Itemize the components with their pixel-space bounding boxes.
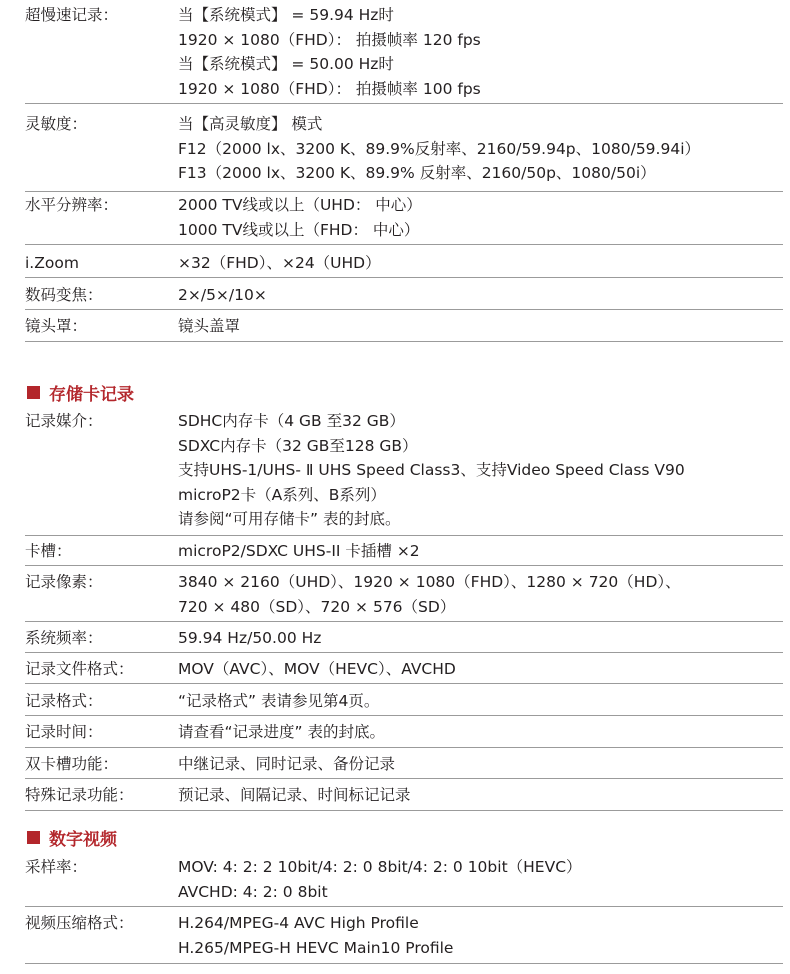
spec-row-digital-zoom xyxy=(25,283,783,310)
spec-row-recording-pixels xyxy=(25,570,783,622)
spec-value: 请参阅“可用存储卡” 表的封底。 xyxy=(178,510,401,528)
spec-value: 2000 TV线或以上（UHD： 中心） xyxy=(178,196,422,214)
spec-value: SDHC内存卡（4 GB 至32 GB） xyxy=(178,412,405,430)
spec-values xyxy=(178,283,267,308)
spec-value: 720 × 480（SD）、720 × 576（SD） xyxy=(178,597,456,616)
spec-label: 镜头罩： xyxy=(25,317,88,335)
spec-value: “记录格式” 表请参见第4页。 xyxy=(178,692,380,710)
spec-label: 特殊记录功能： xyxy=(25,786,134,804)
spec-values xyxy=(178,657,456,682)
spec-values xyxy=(178,720,385,745)
spec-value: 支持UHS-1/UHS- Ⅱ UHS Speed Class3、支持Video Speed Class V90 xyxy=(178,461,685,479)
spec-value: SDXC内存卡（32 GB至128 GB） xyxy=(178,436,418,455)
spec-value: H.265/MPEG-H HEVC Main10 Profile xyxy=(178,938,454,957)
spec-value: 预记录、间隔记录、时间标记记录 xyxy=(178,786,411,804)
spec-row-recording-media xyxy=(25,409,783,536)
spec-value: AVCHD: 4: 2: 0 8bit xyxy=(178,882,328,901)
spec-label: 数码变焦： xyxy=(25,286,103,304)
spec-value: 当【高灵敏度】 模式 xyxy=(178,115,323,133)
spec-row-system-frequency xyxy=(25,626,783,653)
spec-row-dual-slot xyxy=(25,752,783,779)
spec-row-lens-hood xyxy=(25,314,783,342)
spec-value: 请查看“记录进度” 表的封底。 xyxy=(178,723,385,741)
spec-value: MOV（AVC）、MOV（HEVC）、AVCHD xyxy=(178,660,456,678)
section-heading-digital-video xyxy=(27,824,117,850)
spec-label: 超慢速记录： xyxy=(25,6,119,24)
spec-row-video-compression xyxy=(25,911,783,964)
spec-value: 3840 × 2160（UHD）、1920 × 1080（FHD）、1280 × 720（HD）、 xyxy=(178,573,681,591)
spec-label: 双卡槽功能： xyxy=(25,755,119,773)
spec-values xyxy=(178,112,700,186)
spec-row-horizontal-resolution xyxy=(25,193,783,245)
spec-values xyxy=(178,855,582,904)
spec-value: 镜头盖罩 xyxy=(178,317,241,335)
spec-row-super-slow xyxy=(25,3,783,104)
spec-value: 1000 TV线或以上（FHD： 中心） xyxy=(178,220,420,239)
spec-label: 采样率： xyxy=(25,858,88,876)
spec-values xyxy=(178,783,411,808)
spec-label: i.Zoom xyxy=(25,254,79,272)
spec-value: F13（2000 lx、3200 K、89.9% 反射率、2160/50p、1080/50i） xyxy=(178,164,656,182)
spec-values xyxy=(178,3,481,101)
spec-value: microP2卡（A系列、B系列） xyxy=(178,485,386,504)
spec-value: 1920 × 1080（FHD）： 拍摄帧率 100 fps xyxy=(178,79,481,98)
spec-values xyxy=(178,314,240,339)
spec-label: 记录文件格式： xyxy=(25,660,134,678)
spec-value: MOV: 4: 2: 2 10bit/4: 2: 0 8bit/4: 2: 0 10bit（HEVC） xyxy=(178,858,582,876)
spec-value: 中继记录、同时记录、备份记录 xyxy=(178,755,396,773)
spec-values xyxy=(178,539,420,564)
spec-values xyxy=(178,251,381,276)
spec-label: 卡槽： xyxy=(25,542,72,560)
spec-values xyxy=(178,626,321,651)
section-title: 存储卡记录 xyxy=(49,384,134,405)
spec-label: 记录格式： xyxy=(25,692,103,710)
spec-value: microP2/SDXC UHS-II 卡插槽 ×2 xyxy=(178,542,420,560)
spec-value: 1920 × 1080（FHD）： 拍摄帧率 120 fps xyxy=(178,30,481,49)
spec-label: 视频压缩格式： xyxy=(25,914,134,932)
spec-row-card-slot xyxy=(25,539,783,566)
spec-value: 当【系统模式】 = 50.00 Hz时 xyxy=(178,55,394,73)
spec-row-sensitivity xyxy=(25,112,783,192)
spec-label: 记录时间： xyxy=(25,723,103,741)
section-marker-icon xyxy=(27,831,40,844)
spec-label: 系统频率： xyxy=(25,629,103,647)
section-marker-icon xyxy=(27,386,40,399)
spec-row-izoom xyxy=(25,251,783,278)
spec-label: 灵敏度： xyxy=(25,115,88,133)
section-title: 数字视频 xyxy=(49,829,117,850)
spec-label: 水平分辨率： xyxy=(25,196,119,214)
spec-value: H.264/MPEG-4 AVC High Profile xyxy=(178,914,419,932)
spec-row-file-format xyxy=(25,657,783,684)
spec-value: F12（2000 lx、3200 K、89.9%反射率、2160/59.94p、1080/59.94i） xyxy=(178,139,700,158)
spec-values xyxy=(178,193,422,242)
spec-values xyxy=(178,570,681,619)
spec-row-recording-format xyxy=(25,689,783,716)
spec-values xyxy=(178,752,395,777)
spec-values xyxy=(178,409,685,532)
section-heading-card-recording xyxy=(27,379,134,405)
spec-row-special-recording xyxy=(25,783,783,811)
spec-value: 59.94 Hz/50.00 Hz xyxy=(178,629,322,647)
spec-values xyxy=(178,689,379,714)
spec-value: ×32（FHD）、×24（UHD） xyxy=(178,254,381,272)
spec-row-recording-time xyxy=(25,720,783,748)
spec-values xyxy=(178,911,453,960)
spec-row-sampling xyxy=(25,855,783,907)
spec-label: 记录媒介： xyxy=(25,412,103,430)
spec-value: 2×/5×/10× xyxy=(178,286,267,304)
spec-label: 记录像素： xyxy=(25,573,103,591)
spec-value: 当【系统模式】 = 59.94 Hz时 xyxy=(178,6,394,24)
